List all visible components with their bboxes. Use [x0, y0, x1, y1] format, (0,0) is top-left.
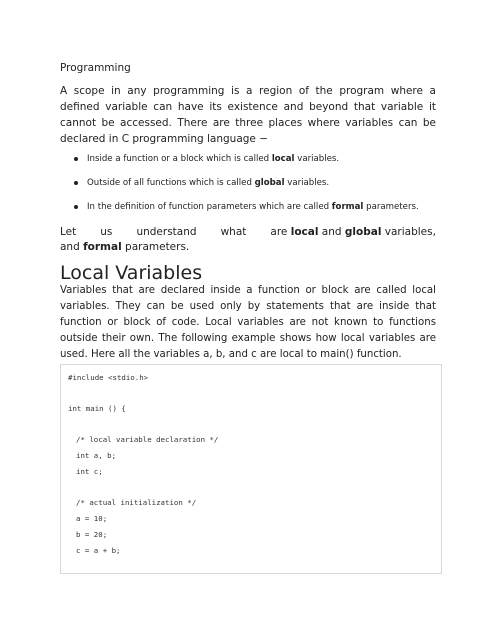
bold-local: local [271, 154, 295, 164]
code-line: int a, b; [76, 451, 117, 460]
code-block [60, 364, 442, 574]
bullet-dot-icon [74, 157, 78, 161]
bold-global: global [254, 178, 285, 188]
code-line: c = a + b; [76, 546, 121, 555]
code-line: /* local variable declaration */ [76, 435, 219, 444]
intro-paragraph: A scope in any programming is a region of the program where a defined variable can have its existence and beyond that variable it cannot be accessed. There are three places where variables can be declared in C programming language − [60, 85, 436, 145]
code-line: int c; [76, 467, 103, 476]
heading-programming: Programming [60, 62, 131, 74]
let-line-row-2: and formal parameters. [60, 241, 190, 253]
bullet-item-formal: In the definition of function parameters which are called formal parameters. [60, 198, 436, 222]
code-line: b = 20; [76, 530, 108, 539]
bold-formal: formal [331, 202, 364, 212]
bullet-list [60, 150, 436, 222]
section-title-local-variables: Local Variables [60, 262, 203, 284]
let-us-understand-paragraph [60, 225, 436, 255]
code-line: int main () { [68, 404, 126, 413]
bullet-item-global: Outside of all functions which is called global variables. [60, 174, 436, 198]
code-line: #include <stdio.h> [68, 373, 149, 382]
bullet-dot-icon [74, 181, 78, 185]
local-variables-paragraph: Variables that are declared inside a function or block are called local variables. They can be used only by statements that are inside that function or block of code. Local variables are not known to functions outside their own. The following example shows how local variables are used. Here all the variables a, b, and c are local to main() function. [60, 285, 436, 360]
code-line: /* actual initialization */ [76, 498, 197, 507]
let-line-row-1: Let us understand what are local and global variables, [60, 226, 436, 238]
code-line: a = 10; [76, 514, 108, 523]
bullet-item-local: Inside a function or a block which is called local variables. [60, 150, 436, 174]
bullet-dot-icon [74, 205, 78, 209]
